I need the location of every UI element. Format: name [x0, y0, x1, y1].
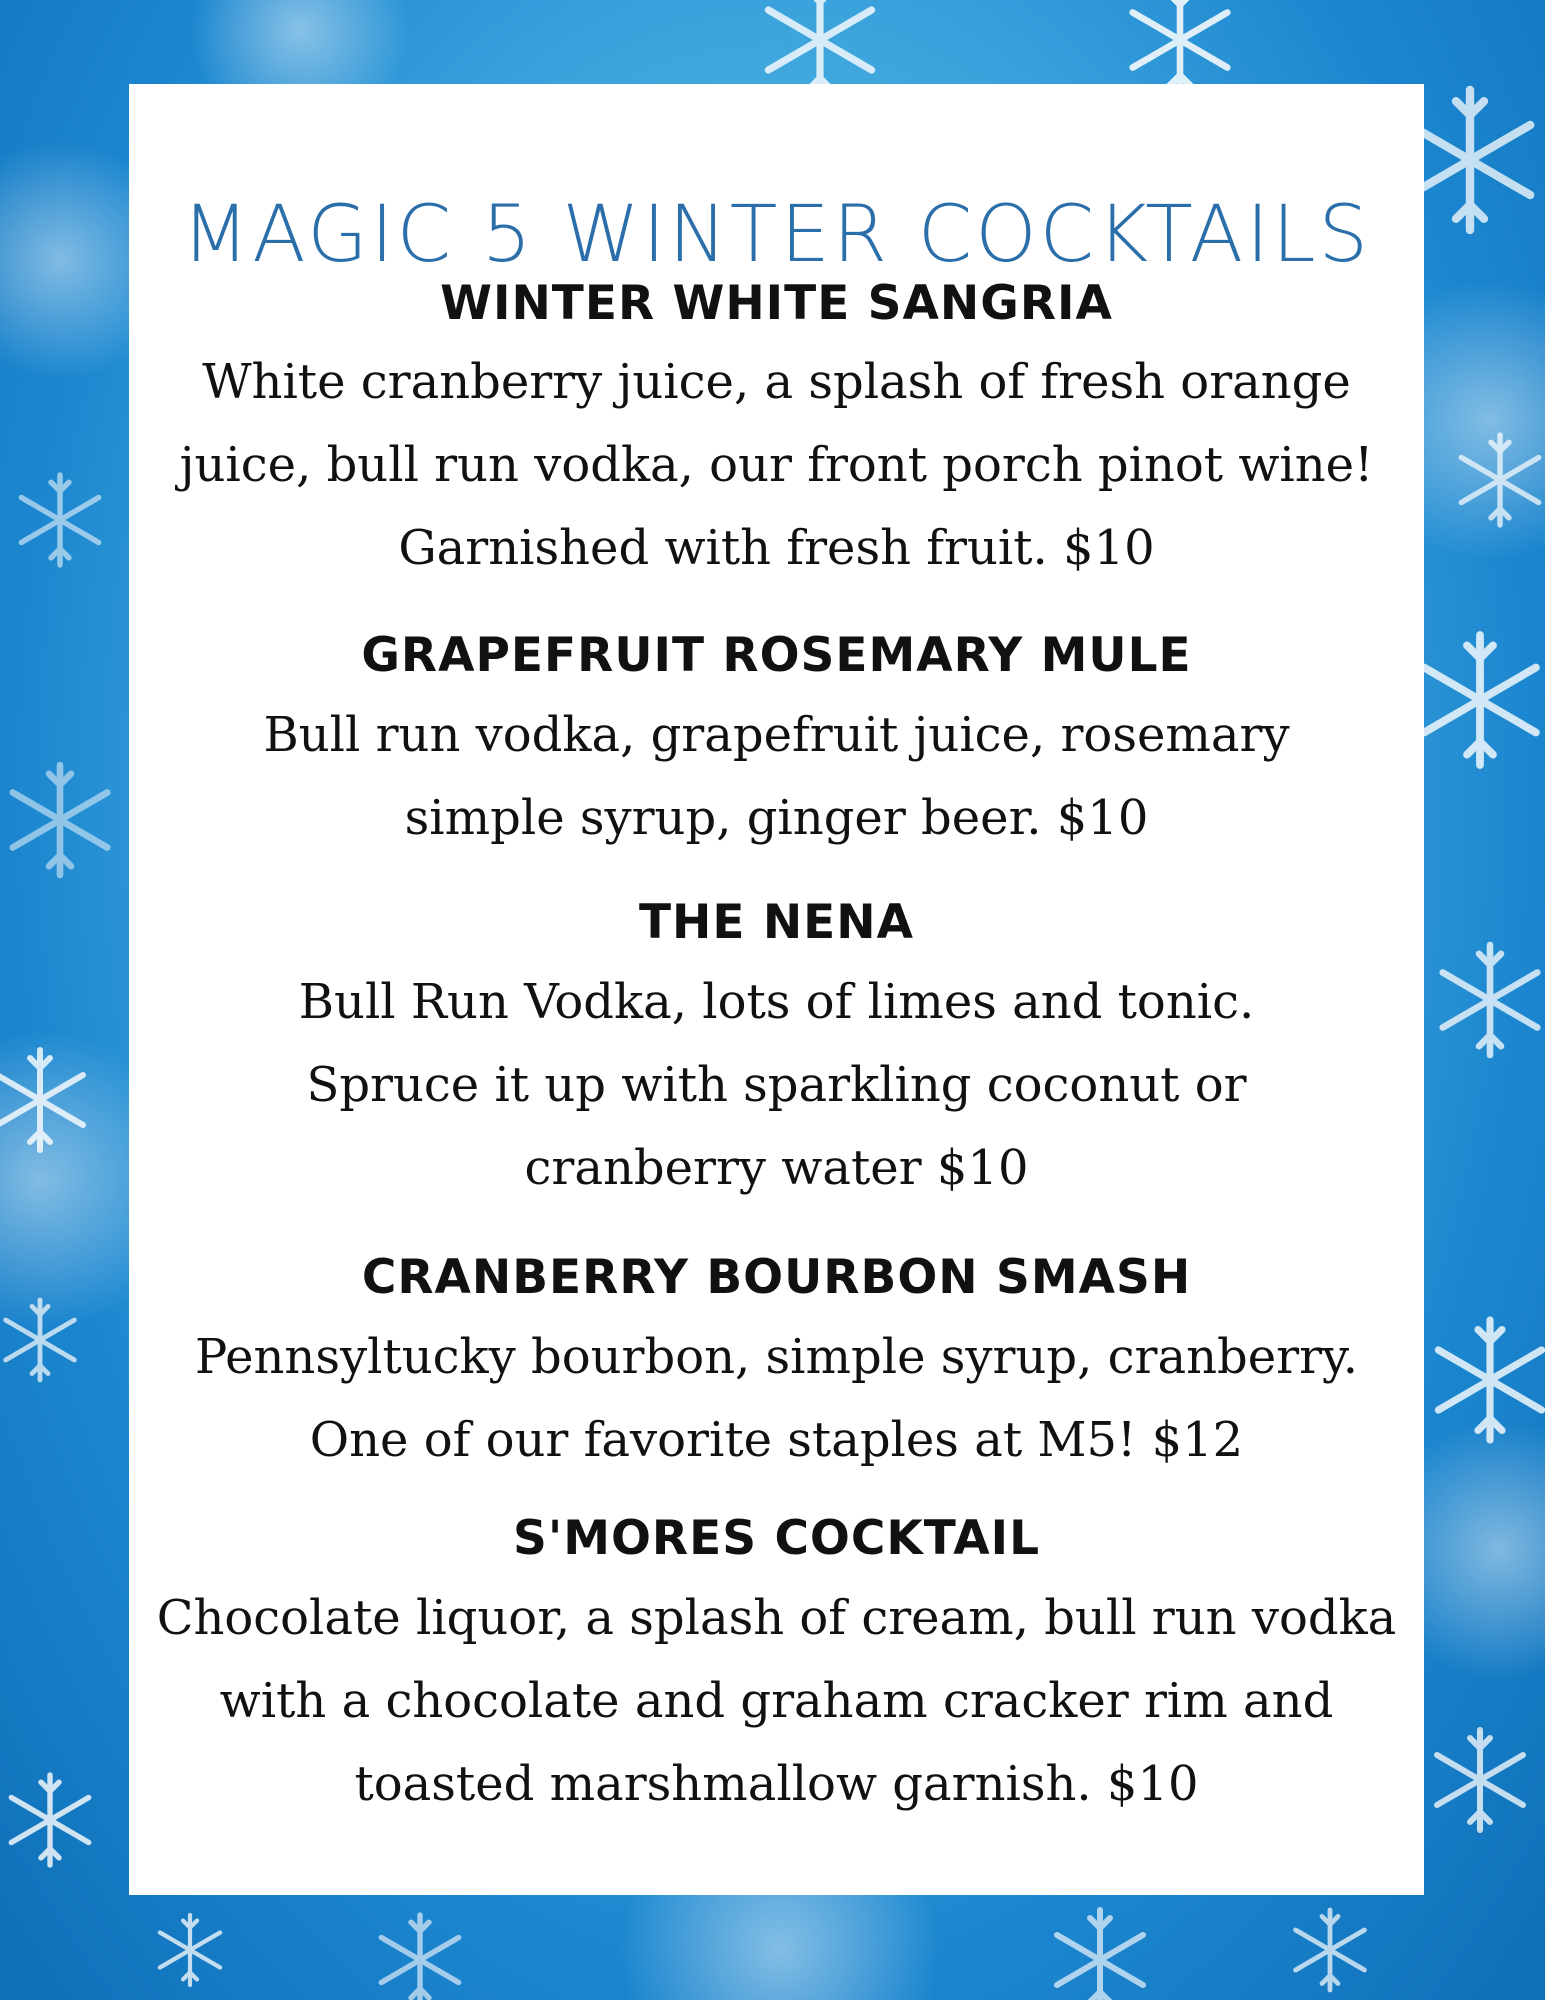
- item-description: Bull Run Vodka, lots of limes and tonic. Spruce it up with sparkling coconut or cranberry water $10: [298, 974, 1255, 1196]
- item-name: THE NENA: [638, 895, 914, 950]
- item-description: Chocolate liquor, a splash of cream, bull run vodka with a chocolate and graham cracker rim and toasted marshmallow garnish. $10: [156, 1590, 1397, 1812]
- item-name: GRAPEFRUIT ROSEMARY MULE: [361, 628, 1192, 683]
- menu-title: MAGIC 5 WINTER COCKTAILS: [181, 190, 1372, 280]
- item-description: Pennsyltucky bourbon, simple syrup, cranberry. One of our favorite staples at M5! $12: [194, 1329, 1359, 1468]
- item-name: S'MORES COCKTAIL: [512, 1511, 1041, 1566]
- item-name: WINTER WHITE SANGRIA: [440, 276, 1113, 331]
- item-name: CRANBERRY BOURBON SMASH: [361, 1250, 1192, 1305]
- item-description: White cranberry juice, a splash of fresh orange juice, bull run vodka, our front porch pinot wine! Garnished with fresh fruit. $10: [179, 354, 1374, 576]
- item-description: Bull run vodka, grapefruit juice, rosemary simple syrup, ginger beer. $10: [263, 707, 1290, 846]
- menu-card: [129, 84, 1424, 1895]
